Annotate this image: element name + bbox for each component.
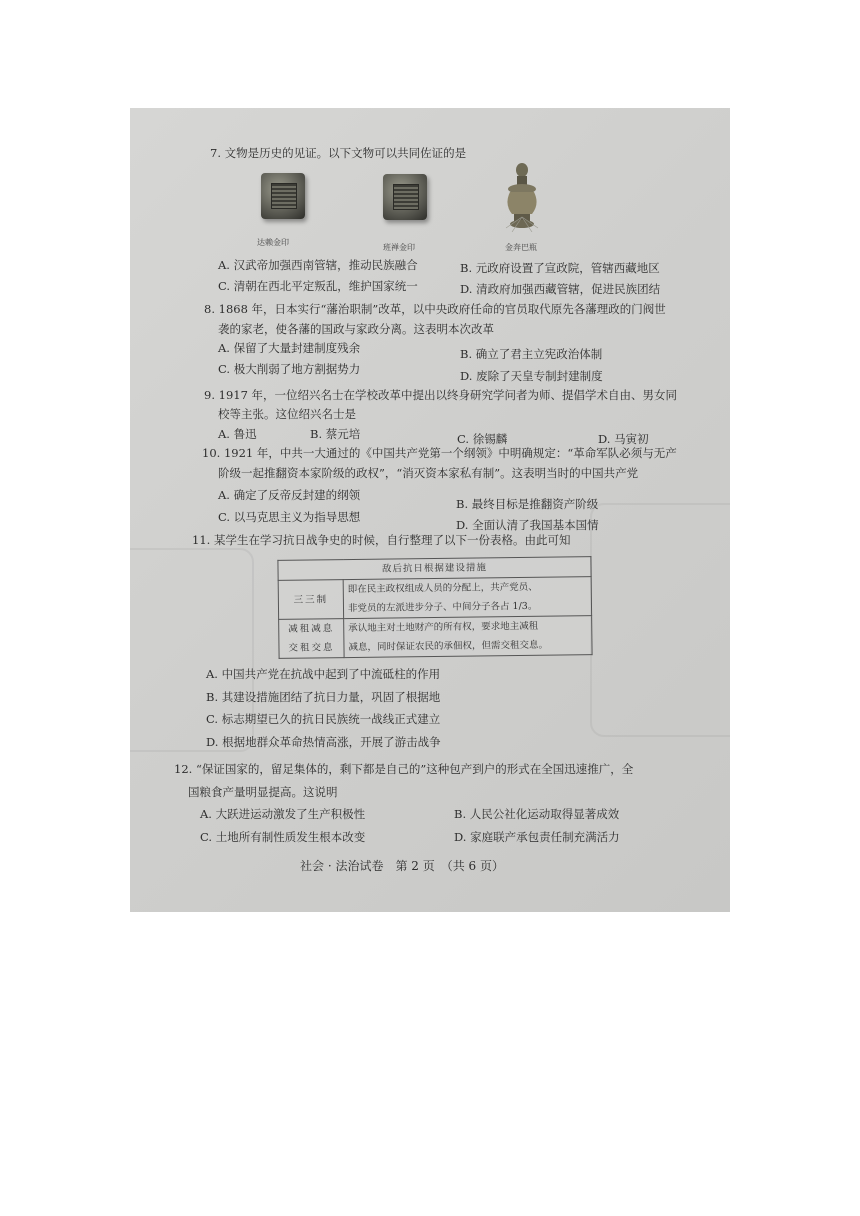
q11-option-a: A. 中国共产党在抗战中起到了中流砥柱的作用 bbox=[206, 667, 441, 681]
q7-option-c: C. 清朝在西北平定叛乱，维护国家统一 bbox=[218, 279, 418, 293]
page-footer: 社会 · 法治试卷 第 2 页 （共 6 页） bbox=[300, 859, 504, 873]
row-content-rent-reduction bbox=[344, 616, 592, 658]
q11-option-c: C. 标志期望已久的抗日民族统一战线正式建立 bbox=[206, 712, 441, 726]
caption-panchen-seal: 班禅金印 bbox=[383, 243, 415, 252]
q11-option-b: B. 其建设措施团结了抗日力量，巩固了根据地 bbox=[206, 690, 441, 704]
question-12-stem-line-1: 12. “保证国家的，留足集体的，剩下都是自己的”这种包产到户的形式在全国迅速推广，全 bbox=[174, 762, 634, 776]
row-label-rent-reduction bbox=[279, 619, 344, 659]
bleed-through-stamp bbox=[590, 503, 730, 737]
caption-golden-urn: 金奔巴瓶 bbox=[505, 243, 537, 252]
question-10-stem-line-1: 10. 1921 年，中共一大通过的《中国共产党第一个纲领》中明确规定：“革命军队必须与无产 bbox=[202, 446, 677, 460]
q10-option-c: C. 以马克思主义为指导思想 bbox=[218, 510, 361, 524]
row-content-three-three-system bbox=[343, 577, 591, 619]
question-11-stem: 11. 某学生在学习抗日战争史的时候，自行整理了以下一份表格。由此可知 bbox=[192, 533, 571, 547]
q7-option-d: D. 清政府加强西藏管辖，促进民族团结 bbox=[460, 282, 661, 296]
q9-option-b: B. 蔡元培 bbox=[310, 427, 361, 441]
base-area-measures-table bbox=[277, 556, 592, 659]
row-content-line: 承认地主对土地财产的所有权，要求地主减租 bbox=[348, 620, 539, 635]
q9-option-d: D. 马寅初 bbox=[598, 432, 649, 446]
row-label-line: 交租交息 bbox=[288, 642, 335, 654]
row-content-line: 减息，同时保证农民的承佃权，但需交租交息。 bbox=[348, 639, 549, 654]
question-12-stem-line-2: 国粮食产量明显提高。这说明 bbox=[188, 785, 338, 799]
table-title: 敌后抗日根据建设措施 bbox=[278, 557, 591, 581]
q8-option-c: C. 极大削弱了地方割据势力 bbox=[218, 362, 361, 376]
q10-option-d: D. 全面认清了我国基本国情 bbox=[456, 518, 599, 532]
row-label-three-three-system: 三三制 bbox=[278, 580, 343, 620]
question-10-stem-line-2: 阶级一起推翻资本家阶级的政权”，“消灭资本家私有制”。这表明当时的中国共产党 bbox=[218, 466, 639, 480]
question-8-stem-line-2: 袭的家老，使各藩的国政与家政分离。这表明本次改革 bbox=[218, 322, 494, 336]
table-row bbox=[279, 616, 592, 659]
dalai-gold-seal-image bbox=[261, 173, 305, 219]
q7-option-b: B. 元政府设置了宣政院，管辖西藏地区 bbox=[460, 261, 660, 275]
q8-option-a: A. 保留了大量封建制度残余 bbox=[218, 341, 361, 355]
q9-option-a: A. 鲁迅 bbox=[218, 427, 257, 441]
row-label-line: 减租减息 bbox=[288, 623, 335, 635]
question-9-stem-line-1: 9. 1917 年，一位绍兴名士在学校改革中提出以终身研究学问者为师、提倡学术自由、男女同 bbox=[204, 388, 678, 402]
q9-option-c: C. 徐锡麟 bbox=[457, 432, 508, 446]
q12-option-a: A. 大跃进运动激发了生产积极性 bbox=[200, 807, 366, 821]
q7-option-a: A. 汉武帝加强西南管辖，推动民族融合 bbox=[218, 258, 418, 272]
table-row bbox=[278, 577, 591, 620]
question-8-stem-line-1: 8. 1868 年，日本实行“藩治职制”改革，以中央政府任命的官员取代原先各藩理政的门阀世 bbox=[204, 302, 666, 316]
q8-option-b: B. 确立了君主立宪政治体制 bbox=[460, 347, 603, 361]
exam-page-photo bbox=[130, 108, 730, 912]
q10-option-b: B. 最终目标是推翻资产阶级 bbox=[456, 497, 599, 511]
question-9-stem-line-2: 校等主张。这位绍兴名士是 bbox=[218, 407, 356, 421]
q8-option-d: D. 废除了天皇专制封建制度 bbox=[460, 369, 603, 383]
row-content-line: 即在民主政权组成人员的分配上，共产党员、 bbox=[347, 581, 538, 596]
question-7-stem: 7. 文物是历史的见证。以下文物可以共同佐证的是 bbox=[210, 146, 467, 160]
golden-urn-image bbox=[498, 162, 546, 232]
caption-dalai-seal: 达赖金印 bbox=[257, 238, 289, 247]
panchen-gold-seal-image bbox=[383, 174, 427, 220]
q11-option-d: D. 根据地群众革命热情高涨，开展了游击战争 bbox=[206, 735, 441, 749]
q12-option-d: D. 家庭联产承包责任制充满活力 bbox=[454, 830, 620, 844]
q10-option-a: A. 确定了反帝反封建的纲领 bbox=[218, 488, 361, 502]
q12-option-b: B. 人民公社化运动取得显著成效 bbox=[454, 807, 620, 821]
q12-option-c: C. 土地所有制性质发生根本改变 bbox=[200, 830, 366, 844]
row-content-line: 非党员的左派进步分子、中间分子各占 1/3。 bbox=[347, 600, 538, 615]
